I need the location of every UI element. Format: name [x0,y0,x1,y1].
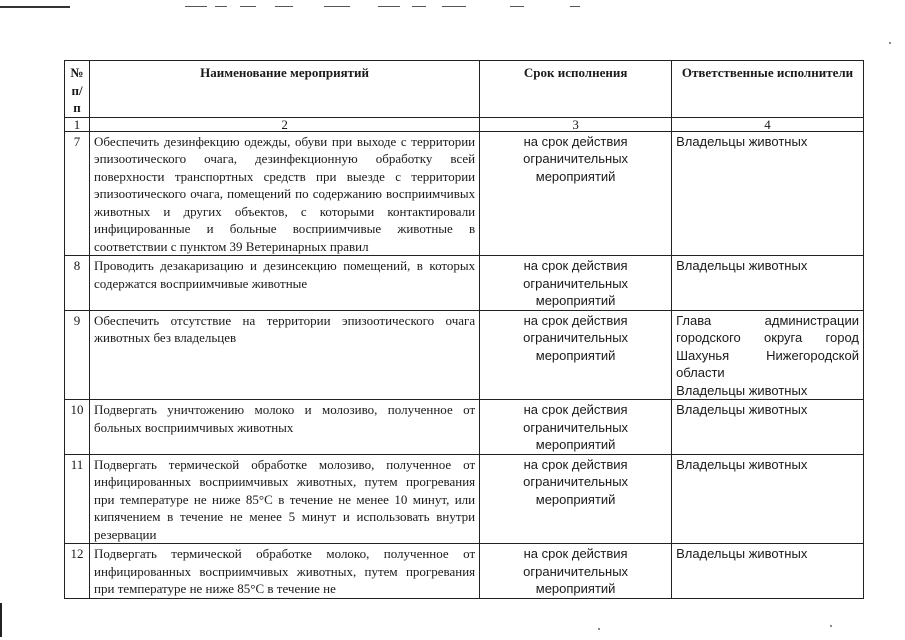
header-term: Срок исполнения [480,61,672,118]
table-row [65,131,864,256]
row-term: на срок действия ограничительных мероприятий [480,454,672,544]
row-term: на срок действия ограничительных мероприятий [480,131,672,256]
index-cell: 3 [480,117,672,131]
row-responsible: Владельцы животных [672,454,864,544]
scan-artifact [442,6,466,7]
row-term: на срок действия ограничительных мероприятий [480,544,672,599]
row-responsible: Владельцы животных [672,131,864,256]
table-header-row [65,61,864,118]
scan-artifact [570,6,580,7]
scan-speck [598,628,600,630]
row-measure: Подвергать термической обработке молоко, полученное от инфицированных восприимчивых животных, путем прогревания при температуре не ниже 85°С в течение не [90,544,480,599]
scan-speck [830,625,832,627]
scan-artifact [185,6,207,7]
row-num: 7 [65,131,90,256]
row-responsible [672,310,864,400]
row-term: на срок действия ограничительных мероприятий [480,400,672,455]
index-cell: 4 [672,117,864,131]
table-row [65,256,864,311]
row-measure: Обеспечить дезинфекцию одежды, обуви при выходе с территории эпизоотического очага, дезинфекционную обработку всей поверхности транспортных средств при выезде с территории эпизоотического очага, помещений по содержанию восприимчивых животных и других объектов, с которыми контактировали инфицированные и больные восприимчивые животные в соответствии с пунктом 39 Ветеринарных правил [90,131,480,256]
row-num: 8 [65,256,90,311]
table-row [65,544,864,599]
row-responsible: Владельцы животных [672,400,864,455]
row-measure: Обеспечить отсутствие на территории эпизоотического очага животных без владельцев [90,310,480,400]
scan-edge [0,603,2,637]
index-cell: 2 [90,117,480,131]
scan-artifact [324,6,350,7]
responsible-admin: Глава администрации городского округа город Шахунья Нижегородской области [676,312,859,380]
row-responsible: Владельцы животных [672,544,864,599]
header-resp: Ответственные исполнители [672,61,864,118]
measures-table [64,60,864,599]
row-num: 9 [65,310,90,400]
row-num: 12 [65,544,90,599]
scan-artifact [215,6,227,7]
table-row [65,310,864,400]
row-measure: Подвергать термической обработке молозиво, полученное от инфицированных восприимчивых животных, путем прогревания при температуре не ниже 85°С в течение не менее 10 минут, или кипячением в течение не менее 5 минут и использовать внутри резервации [90,454,480,544]
scan-artifact [275,6,293,7]
scan-artifact [510,6,524,7]
responsible-owners: Владельцы животных [676,382,808,398]
row-term: на срок действия ограничительных мероприятий [480,256,672,311]
row-responsible: Владельцы животных [672,256,864,311]
scan-speck [889,42,891,44]
header-name: Наименование мероприятий [90,61,480,118]
row-term: на срок действия ограничительных мероприятий [480,310,672,400]
header-rule [0,6,70,8]
row-num: 11 [65,454,90,544]
index-row [65,117,864,131]
header-num: № п/п [65,61,90,118]
row-measure: Проводить дезакаризацию и дезинсекцию помещений, в которых содержатся восприимчивые животные [90,256,480,311]
row-measure: Подвергать уничтожению молоко и молозиво, полученное от больных восприимчивых животных [90,400,480,455]
scan-artifact [378,6,400,7]
row-num: 10 [65,400,90,455]
index-cell: 1 [65,117,90,131]
scan-artifact [240,6,256,7]
table-row [65,400,864,455]
table-row [65,454,864,544]
scan-artifact [412,6,426,7]
